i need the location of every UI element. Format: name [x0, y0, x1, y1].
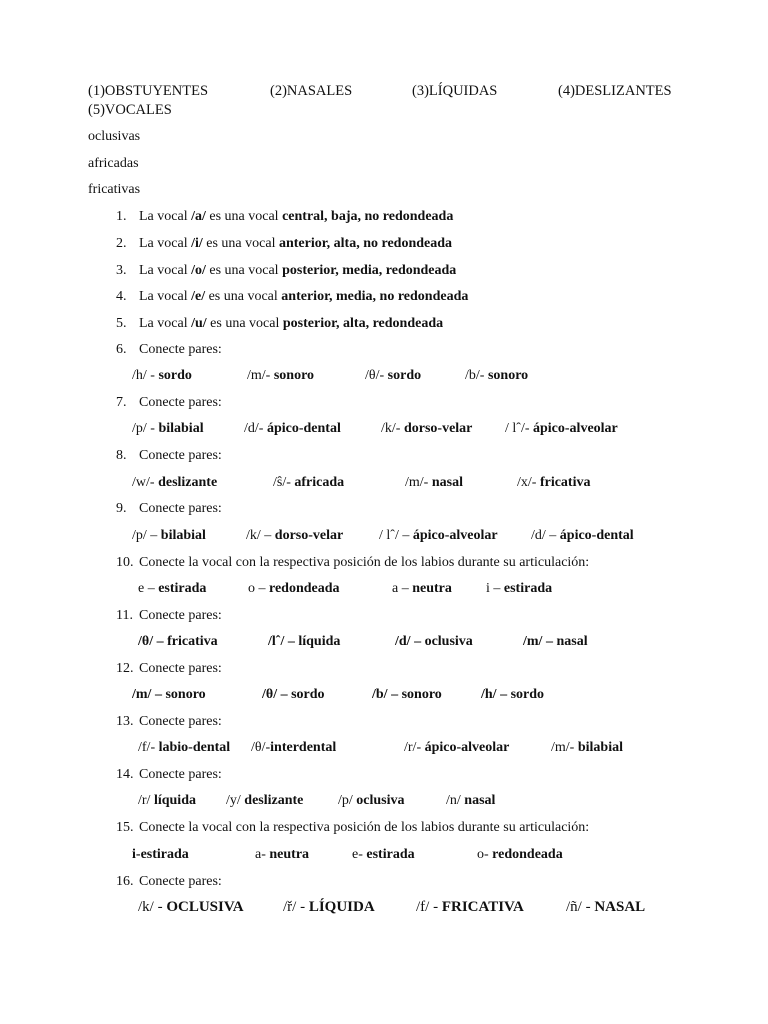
- pair-symbol: /ñ/ -: [566, 899, 595, 915]
- question-prompt: Conecte pares:: [139, 501, 222, 516]
- answer-pair: [132, 846, 189, 864]
- item-middle: es una vocal: [206, 316, 283, 331]
- question-number: 9.: [116, 501, 127, 516]
- item-middle: es una vocal: [202, 236, 279, 251]
- pair-answer: neutra: [269, 847, 310, 862]
- pair-symbol: /f/ -: [416, 899, 442, 915]
- pair-answer: estirada: [366, 847, 415, 862]
- answer-pair: [268, 633, 340, 651]
- pair-symbol: a-: [255, 847, 270, 862]
- pair-symbol: /k/ –: [246, 528, 275, 543]
- item-prefix: La vocal: [139, 236, 192, 251]
- pair-answer: redondeada: [492, 847, 563, 862]
- pair-answer: deslizante: [244, 793, 304, 808]
- pair-symbol: /p/ -: [132, 421, 159, 436]
- pair-symbol: /ŝ/-: [273, 475, 295, 490]
- pair-symbol: /h/ –: [481, 687, 511, 702]
- pair-symbol: a –: [392, 581, 413, 596]
- vowel-description: posterior, alta, redondeada: [282, 316, 444, 331]
- item-text: [139, 288, 468, 306]
- pair-answer: estirada: [140, 847, 189, 862]
- vowel-description: central, baja, no redondeada: [282, 209, 454, 224]
- pair-symbol: e –: [138, 581, 159, 596]
- pair-answer: líquida: [298, 634, 341, 649]
- pair-answer: redondeada: [269, 581, 340, 596]
- item-middle: es una vocal: [205, 209, 283, 224]
- answer-pair: [523, 633, 588, 651]
- pair-answer: estirada: [503, 581, 553, 596]
- pair-symbol: /w/-: [132, 475, 159, 490]
- question-prompt: Conecte pares:: [139, 342, 222, 357]
- pair-symbol: e-: [352, 847, 367, 862]
- pair-symbol: /f/-: [138, 740, 159, 755]
- pair-answer: sonoro: [401, 687, 442, 702]
- category-obstuyentes: (1)OBSTUYENTES: [88, 83, 209, 99]
- pair-answer: oclusiva: [424, 634, 473, 649]
- pair-answer: estirada: [158, 581, 207, 596]
- pair-answer: sonoro: [273, 368, 315, 383]
- item-text: [139, 315, 443, 333]
- question-prompt: Conecte pares:: [139, 661, 222, 676]
- question-prompt: Conecte pares:: [139, 395, 222, 410]
- question-prompt: Conecte la vocal con la respectiva posición de los labios durante su articulación:: [139, 555, 590, 570]
- pair-answer: bilabial: [158, 421, 204, 436]
- question-number: 6.: [116, 342, 127, 357]
- pair-symbol: o –: [248, 581, 269, 596]
- pair-answer: interdental: [270, 740, 337, 755]
- answer-pair: [251, 739, 336, 757]
- answer-pair: [381, 420, 472, 438]
- question-prompt: Conecte pares:: [139, 714, 222, 729]
- subtype-africadas: africadas: [88, 156, 139, 171]
- question-number: 14.: [116, 767, 134, 782]
- answer-pair: [352, 846, 415, 864]
- pair-symbol: /m/ –: [132, 687, 166, 702]
- pair-answer: sordo: [158, 368, 192, 383]
- answer-pair: [517, 474, 590, 492]
- pair-symbol: /m/-: [247, 368, 274, 383]
- question-number: 16.: [116, 874, 134, 889]
- answer-pair: [248, 580, 340, 598]
- pair-answer: ápico-alveolar: [424, 740, 510, 755]
- vowel-symbol: /u/: [191, 316, 207, 331]
- pair-answer: nasal: [556, 634, 588, 649]
- question-number: 10.: [116, 555, 134, 570]
- question-number: 11.: [116, 608, 133, 623]
- vowel-symbol: /e/: [191, 289, 206, 304]
- item-text: [139, 262, 456, 280]
- pair-symbol: /lˆ/ –: [268, 634, 299, 649]
- pair-symbol: /θ/-: [365, 368, 388, 383]
- pair-answer: fricativa: [167, 634, 218, 649]
- answer-pair: [255, 846, 309, 864]
- pair-symbol: /m/-: [405, 475, 432, 490]
- vowel-description: anterior, media, no redondeada: [281, 289, 469, 304]
- pair-symbol: /n/: [446, 793, 465, 808]
- pair-symbol: /m/-: [551, 740, 578, 755]
- answer-pair: [338, 792, 405, 810]
- answer-pair: [138, 633, 218, 651]
- pair-answer: deslizante: [158, 475, 218, 490]
- vowel-description: posterior, media, redondeada: [282, 263, 457, 278]
- subtype-oclusivas: oclusivas: [88, 129, 141, 144]
- category-vocales: (5)VOCALES: [88, 102, 172, 118]
- pair-symbol: i –: [486, 581, 504, 596]
- pair-answer: labio-dental: [158, 740, 231, 755]
- pair-symbol: /θ/-: [251, 740, 271, 755]
- pair-answer: NASAL: [594, 899, 646, 915]
- answer-pair: [246, 527, 343, 545]
- pair-symbol: /d/ –: [531, 528, 560, 543]
- pair-answer: nasal: [464, 793, 496, 808]
- pair-symbol: /k/-: [381, 421, 404, 436]
- question-number: 15.: [116, 820, 134, 835]
- vowel-symbol: /i/: [191, 236, 203, 251]
- pair-answer: dorso-velar: [403, 421, 473, 436]
- item-number: 5.: [116, 316, 127, 331]
- question-prompt: Conecte pares:: [139, 448, 222, 463]
- pair-answer: FRICATIVA: [441, 899, 524, 915]
- subtype-fricativas: fricativas: [88, 182, 141, 197]
- answer-pair: [132, 527, 206, 545]
- pair-answer: LÍQUIDA: [308, 899, 375, 915]
- question-prompt: Conecte pares:: [139, 767, 222, 782]
- answer-pair: [405, 474, 463, 492]
- answer-pair: [132, 686, 206, 704]
- answer-pair: [486, 580, 552, 598]
- pair-symbol: /b/ –: [372, 687, 402, 702]
- answer-pair: [273, 474, 344, 492]
- answer-pair: [505, 420, 618, 438]
- pair-answer: ápico-dental: [559, 528, 634, 543]
- category-liquidas: (3)LÍQUIDAS: [412, 83, 498, 99]
- item-prefix: La vocal: [139, 209, 192, 224]
- pair-answer: oclusiva: [356, 793, 405, 808]
- answer-pair: [138, 739, 230, 757]
- pair-answer: bilabial: [577, 740, 623, 755]
- pair-answer: sordo: [387, 368, 422, 383]
- answer-pair: [477, 846, 563, 864]
- answer-pair: [416, 898, 524, 916]
- pair-symbol: /m/ –: [523, 634, 557, 649]
- pair-answer: líquida: [153, 793, 196, 808]
- item-prefix: La vocal: [139, 263, 192, 278]
- pair-symbol: /d/ –: [395, 634, 425, 649]
- question-prompt: Conecte la vocal con la respectiva posición de los labios durante su articulación:: [139, 820, 590, 835]
- item-number: 1.: [116, 209, 127, 224]
- answer-pair: [395, 633, 473, 651]
- pair-symbol: i-: [132, 847, 141, 862]
- item-number: 2.: [116, 236, 127, 251]
- pair-answer: fricativa: [539, 475, 591, 490]
- answer-pair: [138, 898, 244, 916]
- answer-pair: [138, 792, 196, 810]
- vowel-symbol: /o/: [191, 263, 206, 278]
- pair-symbol: /x/-: [517, 475, 540, 490]
- pair-symbol: /p/: [338, 793, 357, 808]
- pair-answer: nasal: [431, 475, 463, 490]
- pair-symbol: /b/-: [465, 368, 488, 383]
- item-middle: es una vocal: [205, 263, 283, 278]
- vowel-symbol: /a/: [191, 209, 206, 224]
- answer-pair: [138, 580, 206, 598]
- answer-pair: [262, 686, 325, 704]
- item-prefix: La vocal: [139, 289, 192, 304]
- question-prompt: Conecte pares:: [139, 874, 222, 889]
- answer-pair: [132, 367, 192, 385]
- pair-answer: ápico-dental: [266, 421, 341, 436]
- answer-pair: [531, 527, 634, 545]
- pair-symbol: / lˆ/ –: [379, 528, 413, 543]
- pair-answer: dorso-velar: [274, 528, 344, 543]
- answer-pair: [283, 898, 375, 916]
- item-middle: es una vocal: [205, 289, 282, 304]
- answer-pair: [247, 367, 314, 385]
- answer-pair: [481, 686, 544, 704]
- pair-symbol: o-: [477, 847, 493, 862]
- pair-answer: ápico-alveolar: [412, 528, 498, 543]
- answer-pair: [226, 792, 303, 810]
- pair-symbol: /θ/ –: [138, 634, 168, 649]
- category-nasales: (2)NASALES: [270, 83, 353, 99]
- answer-pair: [446, 792, 495, 810]
- question-number: 7.: [116, 395, 127, 410]
- pair-answer: neutra: [412, 581, 452, 596]
- pair-symbol: /r/-: [404, 740, 425, 755]
- answer-pair: [365, 367, 421, 385]
- pair-answer: ápico-alveolar: [533, 421, 618, 436]
- answer-pair: [392, 580, 452, 598]
- category-deslizantes: (4)DESLIZANTES: [558, 83, 672, 99]
- pair-symbol: /r/: [138, 793, 154, 808]
- pair-answer: OCLUSIVA: [166, 899, 244, 915]
- answer-pair: [372, 686, 442, 704]
- pair-answer: africada: [294, 475, 345, 490]
- answer-pair: [465, 367, 528, 385]
- pair-symbol: /ř/ -: [283, 899, 309, 915]
- question-prompt: Conecte pares:: [139, 608, 222, 623]
- question-number: 13.: [116, 714, 134, 729]
- item-number: 3.: [116, 263, 127, 278]
- pair-answer: sonoro: [487, 368, 529, 383]
- pair-symbol: / lˆ/-: [505, 421, 533, 436]
- answer-pair: [132, 474, 217, 492]
- pair-answer: sordo: [291, 687, 325, 702]
- pair-symbol: /d/-: [244, 421, 267, 436]
- pair-symbol: /θ/ –: [262, 687, 292, 702]
- pair-answer: bilabial: [160, 528, 206, 543]
- answer-pair: [404, 739, 509, 757]
- answer-pair: [379, 527, 498, 545]
- pair-answer: sordo: [510, 687, 545, 702]
- answer-pair: [566, 898, 645, 916]
- answer-pair: [244, 420, 341, 438]
- question-number: 12.: [116, 661, 134, 676]
- pair-symbol: /h/ -: [132, 368, 159, 383]
- vowel-description: anterior, alta, no redondeada: [278, 236, 453, 251]
- pair-symbol: /k/ -: [138, 899, 167, 915]
- item-text: [139, 235, 452, 253]
- item-number: 4.: [116, 289, 127, 304]
- item-prefix: La vocal: [139, 316, 192, 331]
- question-number: 8.: [116, 448, 127, 463]
- pair-symbol: /p/ –: [132, 528, 161, 543]
- answer-pair: [551, 739, 623, 757]
- item-text: [139, 208, 453, 226]
- pair-symbol: /y/: [226, 793, 245, 808]
- answer-pair: [132, 420, 204, 438]
- pair-answer: sonoro: [165, 687, 206, 702]
